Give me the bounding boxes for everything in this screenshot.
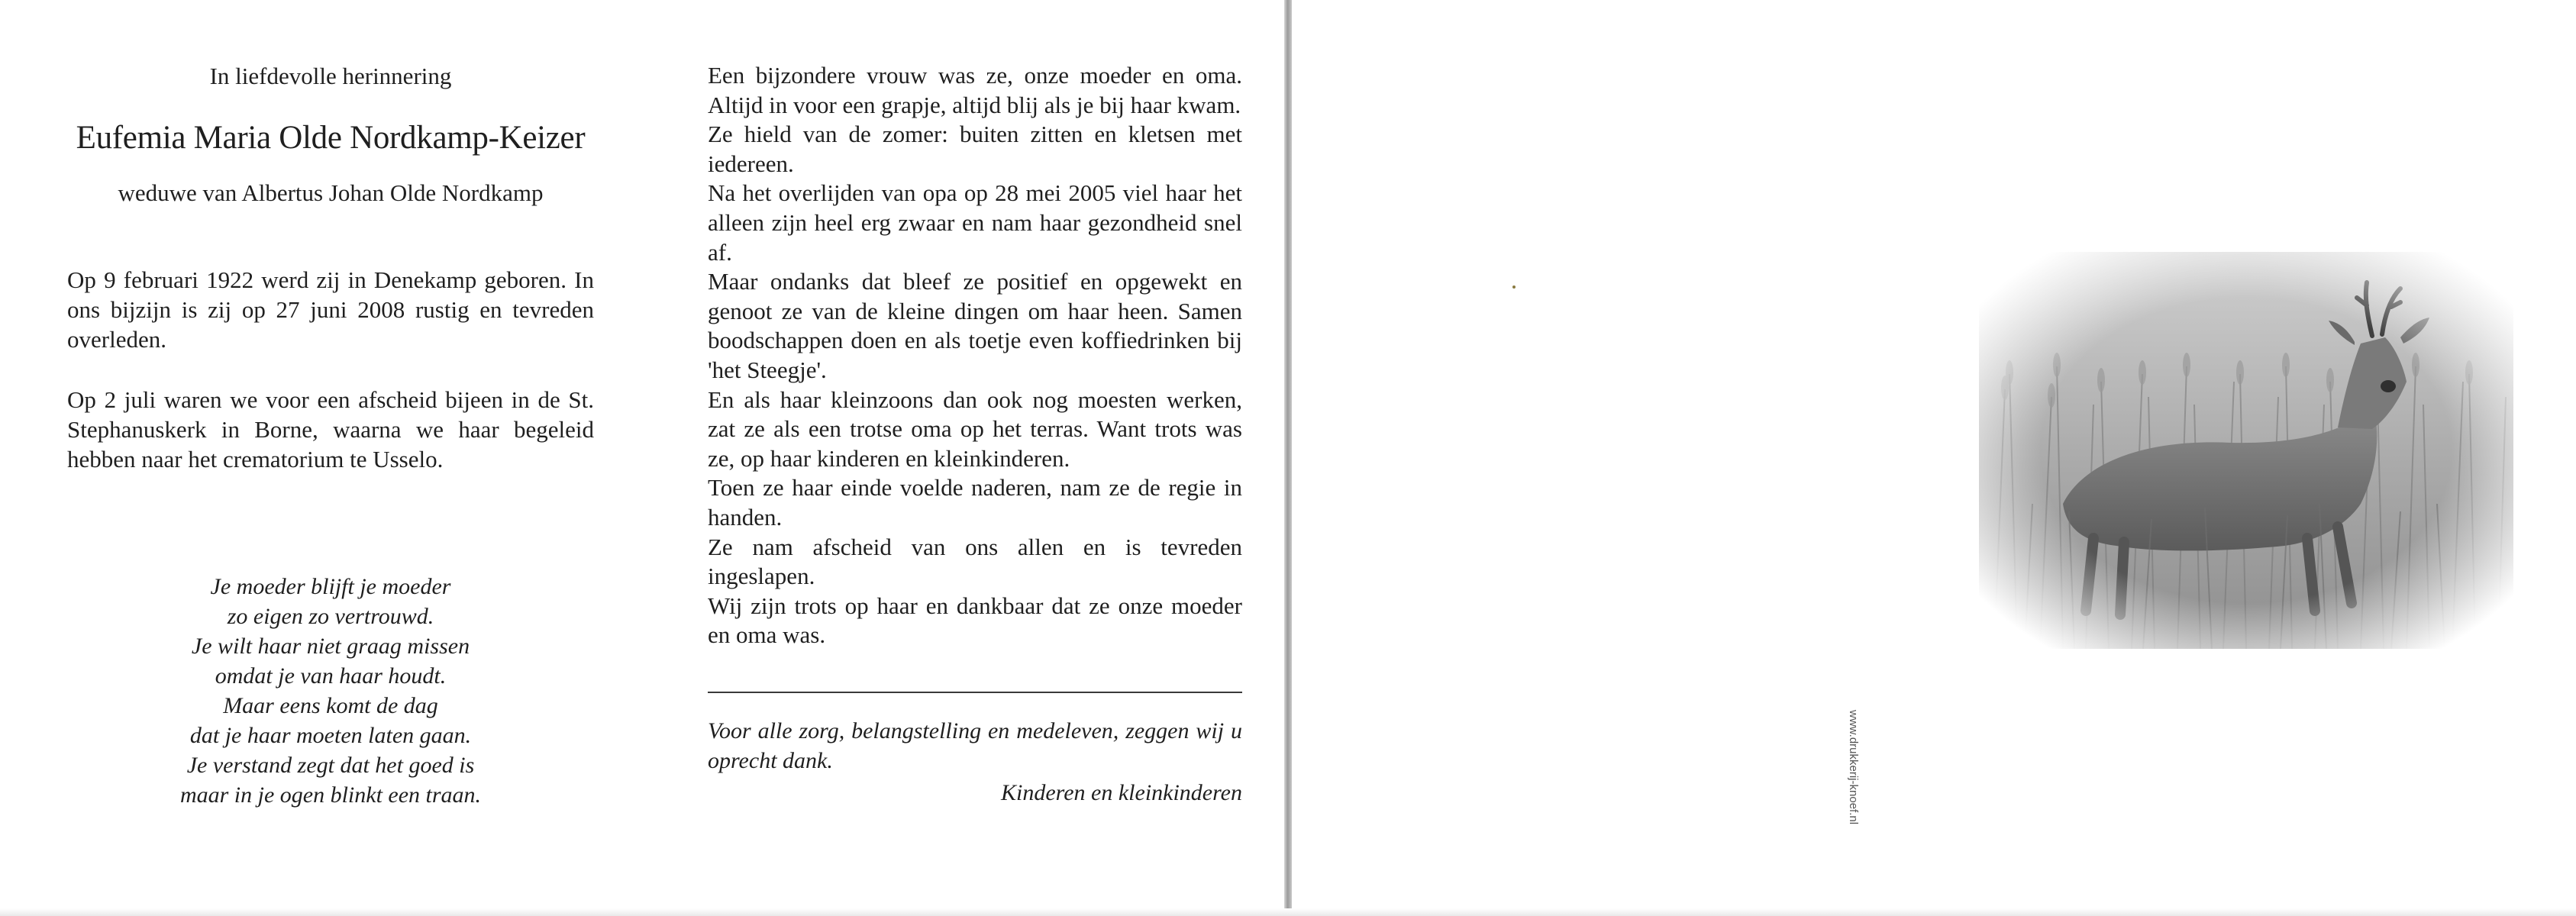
poem-line: dat je haar moeten laten gaan. [189, 723, 472, 748]
story-paragraph: Ze nam afscheid van ons allen en is tevreden ingeslapen. [708, 533, 1242, 590]
inner-left-page [0, 0, 1284, 913]
poem-line: Je verstand zegt dat het goed is [186, 753, 475, 778]
farewell-paragraph: Op 2 juli waren we voor een afscheid bijeen in de St. Stephanuskerk in Borne, waarna we haar begeleid hebben naar het crematorium te Usselo. [67, 386, 594, 473]
thanks-text: Voor alle zorg, belangstelling en medeleven, zeggen wij u oprecht dank. [708, 718, 1242, 773]
poem-line: Je wilt haar niet graag missen [191, 634, 470, 659]
roe-deer-photo [1979, 252, 2513, 649]
printer-credit: www.drukkerij-knoef.nl [1847, 710, 1860, 825]
story-paragraph: Een bijzondere vrouw was ze, onze moeder en oma. Altijd in voor een grapje, altijd blij als je bij haar kwam. [708, 62, 1242, 118]
signoff: Kinderen en kleinkinderen [1001, 779, 1242, 805]
poem-line: maar in je ogen blinkt een traan. [179, 782, 482, 808]
story-paragraph: Maar ondanks dat bleef ze positief en opgewekt en genoot ze van de kleine dingen om haar heen. Samen boodschappen doen en als toetje even koffiedrinken bij 'het Steegje'. [708, 268, 1242, 383]
paper-speck [1512, 285, 1516, 289]
widow-line: weduwe van Albertus Johan Olde Nordkamp [118, 179, 544, 206]
divider-line [708, 692, 1242, 693]
story-paragraph: Ze hield van de zomer: buiten zitten en kletsen met iedereen. [708, 121, 1242, 177]
poem-line: Je moeder blijft je moeder [210, 574, 451, 599]
story-paragraph: Toen ze haar einde voelde naderen, nam ze de regie in handen. [708, 474, 1242, 531]
poem-line: omdat je van haar houdt. [215, 663, 447, 689]
story-paragraph: Na het overlijden van opa op 28 mei 2005 viel haar het alleen zijn heel erg zwaar en nam haar gezondheid snel af. [708, 179, 1242, 266]
paper-bottom-edge [0, 908, 2576, 916]
poem-line: Maar eens komt de dag [223, 693, 438, 718]
left-column [67, 53, 594, 810]
card-fold [1284, 0, 1292, 916]
birth-death-paragraph: Op 9 februari 1922 werd zij in Denekamp geboren. In ons bijzijn is zij op 27 juni 2008 rustig en tevreden overleden. [67, 266, 594, 353]
story-paragraph: En als haar kleinzoons dan ook nog moesten werken, zat ze als een trotse oma op het terras. Want trots was ze, op haar kinderen en kleinkinderen. [708, 385, 1242, 472]
story-paragraph: Wij zijn trots op haar en dankbaar dat ze onze moeder en oma was. [708, 592, 1242, 649]
poem-line: zo eigen zo vertrouwd. [227, 604, 434, 629]
middle-column [708, 61, 1242, 806]
intro-text: In liefdevolle herinnering [209, 63, 452, 89]
deceased-name: Eufemia Maria Olde Nordkamp-Keizer [76, 120, 586, 156]
poem [67, 572, 594, 810]
life-story [708, 61, 1242, 650]
